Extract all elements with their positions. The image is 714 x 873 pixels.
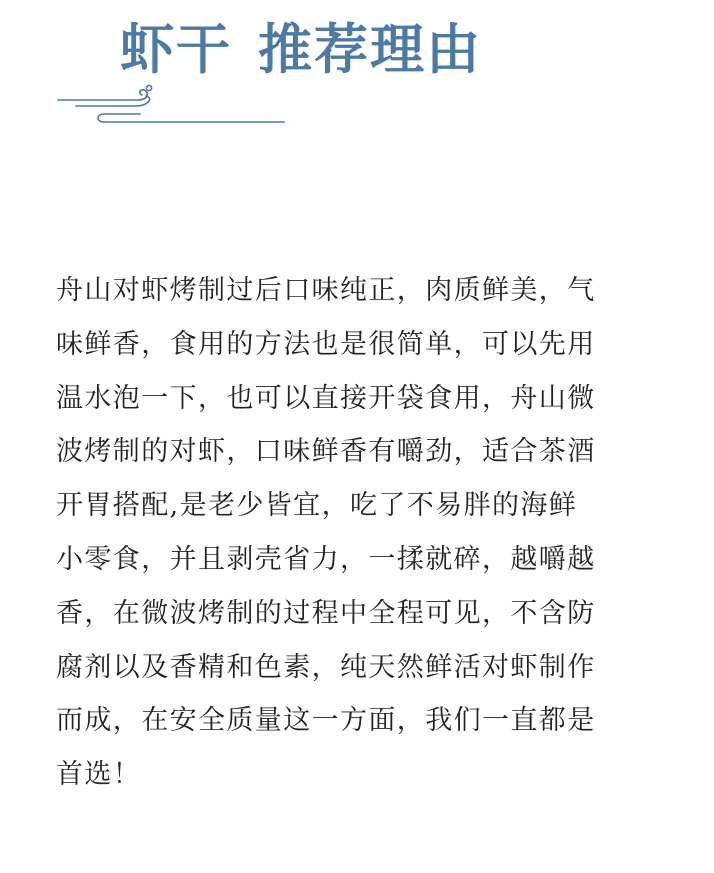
paragraph-line: 小零食，并且剥壳省力，一揉就碎，越嚼越 <box>56 543 596 575</box>
paragraph-line: 香，在微波烤制的过程中全程可见，不含防 <box>56 597 596 629</box>
title-product: 虾干 <box>120 17 232 81</box>
page-title <box>120 14 482 84</box>
title-reason: 推荐理由 <box>258 17 482 81</box>
paragraph-line: 而成，在安全质量这一方面，我们一直都是 <box>56 705 596 737</box>
paragraph-line: 腐剂以及香精和色素，纯天然鲜活对虾制作 <box>56 651 596 683</box>
description-paragraph <box>56 264 666 802</box>
paragraph-line: 开胃搭配,是老少皆宜，吃了不易胖的海鲜 <box>56 490 578 522</box>
paragraph-line: 首选！ <box>56 759 142 791</box>
wave-ornament-icon <box>56 84 286 128</box>
paragraph-line: 味鲜香，食用的方法也是很简单，可以先用 <box>56 328 596 360</box>
paragraph-line: 波烤制的对虾，口味鲜香有嚼劲，适合茶酒 <box>56 436 596 468</box>
paragraph-line: 温水泡一下，也可以直接开袋食用，舟山微 <box>56 382 596 414</box>
paragraph-line: 舟山对虾烤制过后口味纯正，肉质鲜美，气 <box>56 275 596 306</box>
